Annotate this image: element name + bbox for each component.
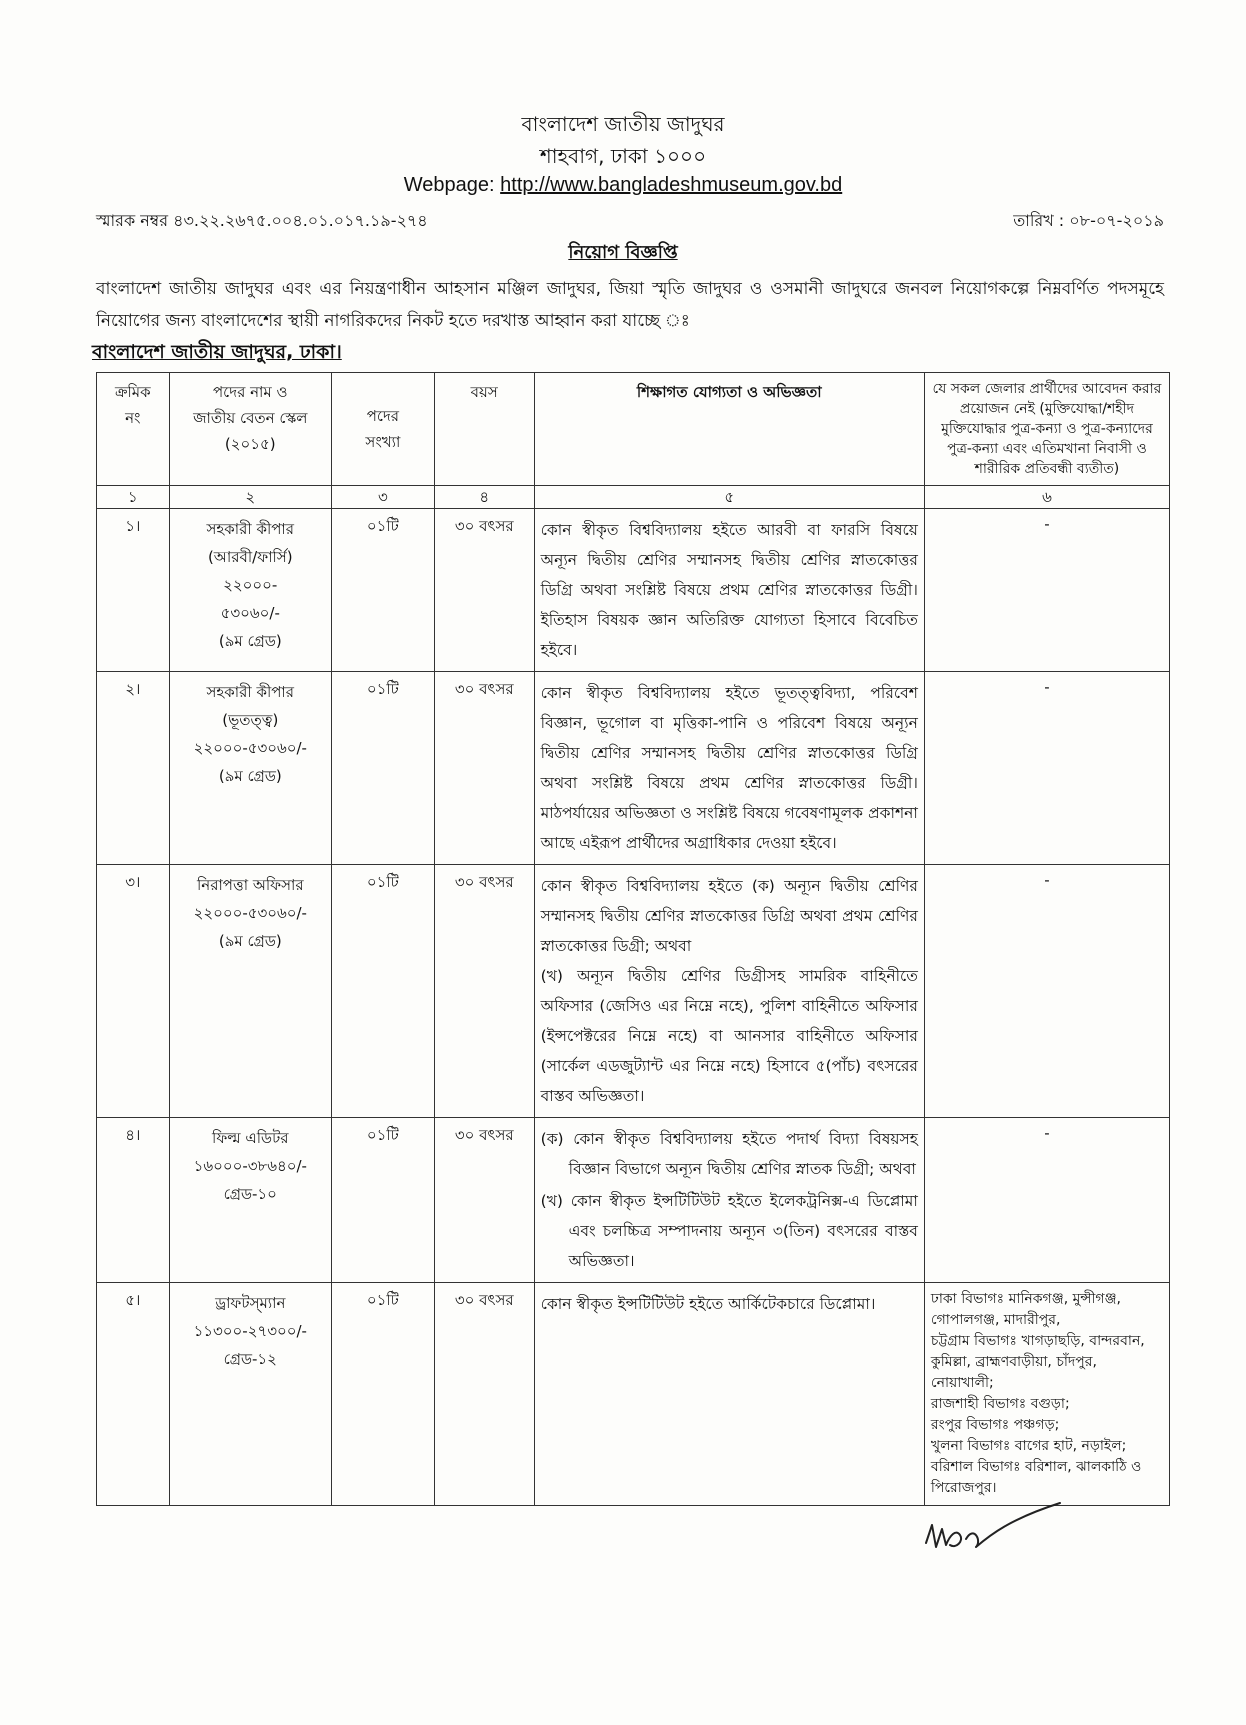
post-cell: সহকারী কীপার (ভূতত্ত্ব) ২২০০০-৫৩০৬০/- (৯ম গ্রেড)	[169, 672, 331, 865]
table-row	[97, 1118, 1170, 1283]
districts	[924, 1283, 1169, 1506]
post-count: ০১টি	[331, 672, 434, 865]
districts: -	[924, 865, 1169, 1118]
age-limit: ৩০ বৎসর	[434, 1118, 534, 1283]
district-line: রাজশাহী বিভাগঃ বগুড়া;	[930, 1396, 1070, 1412]
table-row	[97, 672, 1170, 865]
district-line: রংপুর বিভাগঃ পঞ্চগড়;	[930, 1417, 1060, 1433]
column-number-row	[97, 486, 1170, 509]
qualification: কোন স্বীকৃত বিশ্ববিদ্যালয় হইতে ভূতত্ত্ববিদ্যা, পরিবেশ বিজ্ঞান, ভূগোল বা মৃত্তিকা-পানি ও পরিবেশ বিষয়ে অন্যূন দ্বিতীয় শ্রেণির সম্মানসহ দ্বিতীয় শ্রেণির স্নাতকোত্তর ডিগ্রি অথবা সংশ্লিষ্ট বিষয়ে প্রথম শ্রেণির স্নাতকোত্তর ডিগ্রী। মাঠপর্যায়ের অভিজ্ঞতা ও সংশ্লিষ্ট বিষয়ে গবেষণামূলক প্রকাশনা আছে এইরূপ প্রার্থীদের অগ্রাধিকার দেওয়া হইবে।	[534, 672, 924, 865]
row-serial: ৫।	[97, 1283, 170, 1506]
post-count: ০১টি	[331, 509, 434, 672]
qualification-a: কোন স্বীকৃত বিশ্ববিদ্যালয় হইতে (ক) অন্যূন দ্বিতীয় শ্রেণির সম্মানসহ দ্বিতীয় শ্রেণির স্নাতকোত্তর ডিগ্রি অথবা প্রথম শ্রেণির স্নাতকোত্তর ডিগ্রী; অথবা	[540, 877, 918, 955]
district-line: চট্টগ্রাম বিভাগঃ খাগড়াছড়ি, বান্দরবান, কুমিল্লা, ব্রাহ্মণবাড়ীয়া, চাঁদপুর, নোয়াখালী;	[930, 1333, 1145, 1391]
col-number: ৫	[534, 486, 924, 509]
org-name: বাংলাদেশ জাতীয় জাদুঘর	[521, 112, 725, 136]
qualification	[534, 1118, 924, 1283]
intro-paragraph: বাংলাদেশ জাতীয় জাদুঘর এবং এর নিয়ন্ত্রণাধীন আহসান মঞ্জিল জাদুঘর, জিয়া স্মৃতি জাদুঘর ও ওসমানী জাদুঘরে জনবল নিয়োগকল্পে নিম্নবর্ণিত পদসমূহে নিয়োগের জন্য বাংলাদেশের স্থায়ী নাগরিকদের নিকট হতে দরখাস্ত আহ্বান করা যাচ্ছে ঃ	[96, 279, 1164, 331]
row-serial: ১।	[97, 509, 170, 672]
post-cell: ফিল্ম এডিটর ১৬০০০-৩৮৬৪০/- গ্রেড-১০	[169, 1118, 331, 1283]
col-number: ২	[169, 486, 331, 509]
vacancy-table	[96, 372, 1170, 1506]
table-row	[97, 865, 1170, 1118]
header-age: বয়স	[434, 373, 534, 486]
qualification	[534, 865, 924, 1118]
col-number: ৬	[924, 486, 1169, 509]
header-districts: যে সকল জেলার প্রার্থীদের আবেদন করার প্রয়োজন নেই (মুক্তিযোদ্ধা/শহীদ মুক্তিযোদ্ধার পুত্র-কন্যা ও পুত্র-কন্যাদের পুত্র-কন্যা এবং এতিমখানা নিবাসী ও শারীরিক প্রতিবন্ধী ব্যতীত)	[924, 373, 1169, 486]
district-line: ঢাকা বিভাগঃ মানিকগঞ্জ, মুন্সীগঞ্জ, গোপালগঞ্জ, মাদারীপুর,	[930, 1291, 1121, 1328]
notice-title: নিয়োগ বিজ্ঞপ্তি	[568, 242, 678, 263]
row-serial: ২।	[97, 672, 170, 865]
age-limit: ৩০ বৎসর	[434, 865, 534, 1118]
qualification-b: (খ) অন্যূন দ্বিতীয় শ্রেণির ডিগ্রীসহ সামরিক বাহিনীতে অফিসার (জেসিও এর নিম্নে নহে), পুলিশ বাহিনীতে অফিসার (ইন্সপেক্টরের নিম্নে নহে) বা আনসার বাহিনীতে অফিসার (সার্কেল এডজুট্যান্ট এর নিম্নে নহে) হিসাবে ৫(পাঁচ) বৎসরের বাস্তব অভিজ্ঞতা।	[540, 967, 918, 1105]
post-cell: নিরাপত্তা অফিসার ২২০০০-৫৩০৬০/- (৯ম গ্রেড)	[169, 865, 331, 1118]
districts: -	[924, 509, 1169, 672]
col-number: ৪	[434, 486, 534, 509]
memo-number: স্মারক নম্বর ৪৩.২২.২৬৭৫.০০৪.০১.০১৭.১৯-২৭৪	[96, 211, 428, 230]
post-count: ০১টি	[331, 1283, 434, 1506]
qualification-a: (ক) কোন স্বীকৃত বিশ্ববিদ্যালয় হইতে পদার্থ বিদ্যা বিষয়সহ বিজ্ঞান বিভাগে অন্যূন দ্বিতীয় শ্রেণির স্নাতক ডিগ্রী; অথবা	[540, 1130, 918, 1178]
qualification: কোন স্বীকৃত বিশ্ববিদ্যালয় হইতে আরবী বা ফারসি বিষয়ে অন্যূন দ্বিতীয় শ্রেণির সম্মানসহ দ্বিতীয় শ্রেণির স্নাতকোত্তর ডিগ্রি অথবা সংশ্লিষ্ট বিষয়ে প্রথম শ্রেণির স্নাতকোত্তর ডিগ্রী। ইতিহাস বিষয়ক জ্ঞান অতিরিক্ত যোগ্যতা হিসাবে বিবেচিত হইবে।	[534, 509, 924, 672]
qualification-b: (খ) কোন স্বীকৃত ইন্সটিটিউট হইতে ইলেকট্রনিক্স-এ ডিপ্লোমা এবং চলচ্চিত্র সম্পাদনায় অন্যূন ৩(তিন) বৎসরের বাস্তব অভিজ্ঞতা।	[540, 1192, 918, 1270]
age-limit: ৩০ বৎসর	[434, 672, 534, 865]
table-row	[97, 1283, 1170, 1506]
age-limit: ৩০ বৎসর	[434, 1283, 534, 1506]
qualification: কোন স্বীকৃত ইন্সটিটিউট হইতে আর্কিটেকচারে ডিপ্লোমা।	[534, 1283, 924, 1506]
webpage-line	[0, 174, 1246, 197]
districts: -	[924, 1118, 1169, 1283]
district-line: বরিশাল বিভাগঃ বরিশাল, ঝালকাঠি ও পিরোজপুর।	[930, 1459, 1142, 1496]
row-serial: ৩।	[97, 865, 170, 1118]
post-cell: সহকারী কীপার (আরবী/ফার্সি) ২২০০০- ৫৩০৬০/- (৯ম গ্রেড)	[169, 509, 331, 672]
header-count: পদের সংখ্যা	[331, 373, 434, 486]
row-serial: ৪।	[97, 1118, 170, 1283]
col-number: ৩	[331, 486, 434, 509]
issue-date: তারিখ : ০৮-০৭-২০১৯	[1013, 211, 1164, 230]
post-cell: ড্রাফটস্‌ম্যান ১১৩০০-২৭৩০০/- গ্রেড-১২	[169, 1283, 331, 1506]
districts: -	[924, 672, 1169, 865]
district-line: খুলনা বিভাগঃ বাগের হাট, নড়াইল;	[930, 1438, 1127, 1454]
org-address: শাহবাগ, ঢাকা ১০০০	[539, 144, 707, 168]
post-count: ০১টি	[331, 865, 434, 1118]
header-post: পদের নাম ও জাতীয় বেতন স্কেল (২০১৫)	[169, 373, 331, 486]
table-row	[97, 509, 1170, 672]
webpage-label: Webpage:	[403, 174, 495, 196]
section-title: বাংলাদেশ জাতীয় জাদুঘর, ঢাকা।	[92, 341, 342, 363]
header-qualification: শিক্ষাগত যোগ্যতা ও অভিজ্ঞতা	[534, 373, 924, 486]
table-header-row	[97, 373, 1170, 486]
post-count: ০১টি	[331, 1118, 434, 1283]
age-limit: ৩০ বৎসর	[434, 509, 534, 672]
header-serial: ক্রমিক নং	[97, 373, 170, 486]
signature	[920, 1495, 1070, 1565]
webpage-link[interactable]: http://www.bangladeshmuseum.gov.bd	[500, 174, 843, 196]
col-number: ১	[97, 486, 170, 509]
